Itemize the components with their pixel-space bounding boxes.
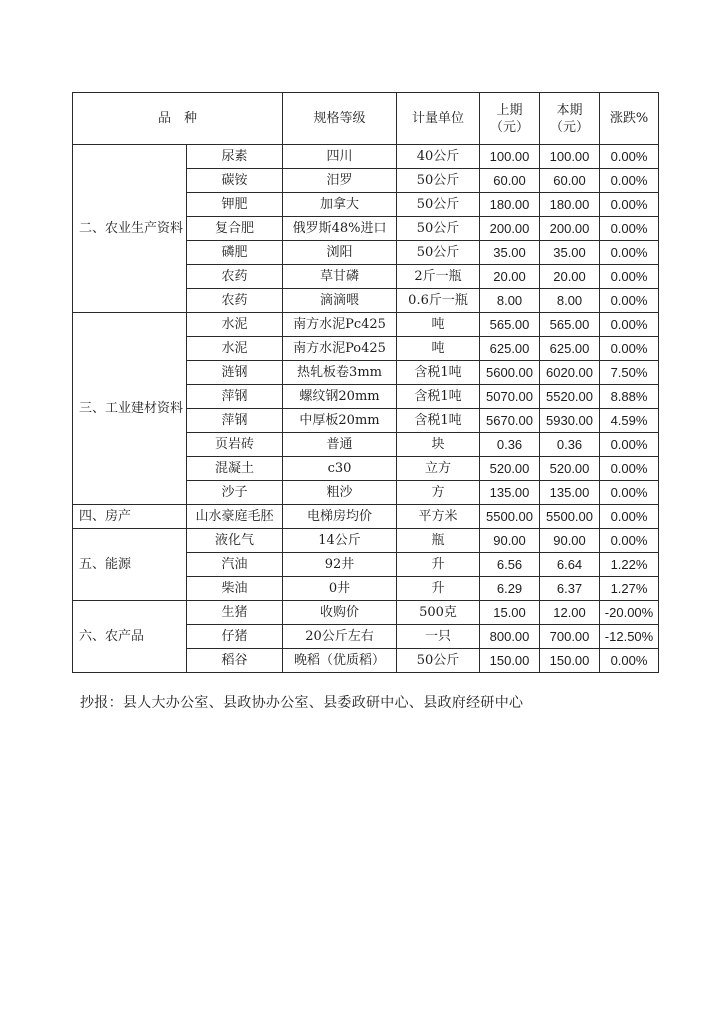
spec-cell: 浏阳 bbox=[283, 241, 397, 265]
curr-price-cell: 565.00 bbox=[540, 313, 600, 337]
unit-cell: 2斤一瓶 bbox=[397, 265, 480, 289]
spec-cell: 四川 bbox=[283, 145, 397, 169]
change-cell: 0.00% bbox=[600, 265, 659, 289]
spec-cell: 南方水泥Pc425 bbox=[283, 313, 397, 337]
unit-cell: 50公斤 bbox=[397, 193, 480, 217]
prev-price-cell: 625.00 bbox=[480, 337, 540, 361]
change-cell: 0.00% bbox=[600, 505, 659, 529]
unit-cell: 50公斤 bbox=[397, 217, 480, 241]
table-row bbox=[73, 145, 659, 169]
spec-cell: 20公斤左右 bbox=[283, 625, 397, 649]
header-spec: 规格等级 bbox=[283, 93, 397, 145]
curr-price-cell: 200.00 bbox=[540, 217, 600, 241]
spec-cell: 滴滴喂 bbox=[283, 289, 397, 313]
prev-price-cell: 100.00 bbox=[480, 145, 540, 169]
item-cell: 页岩砖 bbox=[187, 433, 283, 457]
curr-price-cell: 35.00 bbox=[540, 241, 600, 265]
prev-price-cell: 6.56 bbox=[480, 553, 540, 577]
spec-cell: 92井 bbox=[283, 553, 397, 577]
item-cell: 农药 bbox=[187, 265, 283, 289]
item-cell: 水泥 bbox=[187, 337, 283, 361]
item-cell: 农药 bbox=[187, 289, 283, 313]
unit-cell: 50公斤 bbox=[397, 649, 480, 673]
change-cell: 0.00% bbox=[600, 145, 659, 169]
spec-cell: 汨罗 bbox=[283, 169, 397, 193]
unit-cell: 0.6斤一瓶 bbox=[397, 289, 480, 313]
header-change: 涨跌% bbox=[600, 93, 659, 145]
prev-price-cell: 5670.00 bbox=[480, 409, 540, 433]
change-cell: 1.27% bbox=[600, 577, 659, 601]
unit-cell: 40公斤 bbox=[397, 145, 480, 169]
change-cell: 0.00% bbox=[600, 529, 659, 553]
unit-cell: 吨 bbox=[397, 337, 480, 361]
unit-cell: 含税1吨 bbox=[397, 409, 480, 433]
unit-cell: 50公斤 bbox=[397, 241, 480, 265]
unit-cell: 立方 bbox=[397, 457, 480, 481]
category-cell: 四、房产 bbox=[73, 505, 187, 529]
unit-cell: 一只 bbox=[397, 625, 480, 649]
item-cell: 稻谷 bbox=[187, 649, 283, 673]
header-curr-line1: 本期 bbox=[556, 102, 583, 118]
change-cell: 4.59% bbox=[600, 409, 659, 433]
prev-price-cell: 8.00 bbox=[480, 289, 540, 313]
spec-cell: 加拿大 bbox=[283, 193, 397, 217]
curr-price-cell: 90.00 bbox=[540, 529, 600, 553]
unit-cell: 平方米 bbox=[397, 505, 480, 529]
prev-price-cell: 6.29 bbox=[480, 577, 540, 601]
change-cell: -12.50% bbox=[600, 625, 659, 649]
header-row bbox=[73, 93, 659, 145]
item-cell: 钾肥 bbox=[187, 193, 283, 217]
curr-price-cell: 135.00 bbox=[540, 481, 600, 505]
curr-price-cell: 6.64 bbox=[540, 553, 600, 577]
item-cell: 水泥 bbox=[187, 313, 283, 337]
unit-cell: 500克 bbox=[397, 601, 480, 625]
category-cell: 六、农产品 bbox=[73, 601, 187, 673]
prev-price-cell: 135.00 bbox=[480, 481, 540, 505]
header-prev-price bbox=[480, 93, 540, 145]
item-cell: 涟钢 bbox=[187, 361, 283, 385]
prev-price-cell: 5600.00 bbox=[480, 361, 540, 385]
item-cell: 尿素 bbox=[187, 145, 283, 169]
header-prev-line2: （元） bbox=[490, 119, 530, 135]
curr-price-cell: 12.00 bbox=[540, 601, 600, 625]
change-cell: 0.00% bbox=[600, 169, 659, 193]
prev-price-cell: 800.00 bbox=[480, 625, 540, 649]
spec-cell: 草甘磷 bbox=[283, 265, 397, 289]
change-cell: 0.00% bbox=[600, 649, 659, 673]
item-cell: 萍钢 bbox=[187, 385, 283, 409]
item-cell: 萍钢 bbox=[187, 409, 283, 433]
header-variety: 品 种 bbox=[73, 93, 283, 145]
curr-price-cell: 100.00 bbox=[540, 145, 600, 169]
curr-price-cell: 625.00 bbox=[540, 337, 600, 361]
spec-cell: 螺纹钢20mm bbox=[283, 385, 397, 409]
prev-price-cell: 520.00 bbox=[480, 457, 540, 481]
curr-price-cell: 700.00 bbox=[540, 625, 600, 649]
spec-cell: 14公斤 bbox=[283, 529, 397, 553]
spec-cell: 南方水泥Po425 bbox=[283, 337, 397, 361]
prev-price-cell: 5070.00 bbox=[480, 385, 540, 409]
unit-cell: 块 bbox=[397, 433, 480, 457]
curr-price-cell: 6.37 bbox=[540, 577, 600, 601]
change-cell: 7.50% bbox=[600, 361, 659, 385]
curr-price-cell: 5930.00 bbox=[540, 409, 600, 433]
item-cell: 仔猪 bbox=[187, 625, 283, 649]
curr-price-cell: 8.00 bbox=[540, 289, 600, 313]
curr-price-cell: 0.36 bbox=[540, 433, 600, 457]
header-unit: 计量单位 bbox=[397, 93, 480, 145]
curr-price-cell: 520.00 bbox=[540, 457, 600, 481]
change-cell: 0.00% bbox=[600, 289, 659, 313]
curr-price-cell: 6020.00 bbox=[540, 361, 600, 385]
prev-price-cell: 20.00 bbox=[480, 265, 540, 289]
item-cell: 液化气 bbox=[187, 529, 283, 553]
item-cell: 汽油 bbox=[187, 553, 283, 577]
unit-cell: 升 bbox=[397, 577, 480, 601]
curr-price-cell: 150.00 bbox=[540, 649, 600, 673]
curr-price-cell: 5520.00 bbox=[540, 385, 600, 409]
item-cell: 沙子 bbox=[187, 481, 283, 505]
spec-cell: 收购价 bbox=[283, 601, 397, 625]
change-cell: 0.00% bbox=[600, 433, 659, 457]
table-row bbox=[73, 313, 659, 337]
spec-cell: c30 bbox=[283, 457, 397, 481]
spec-cell: 俄罗斯48%进口 bbox=[283, 217, 397, 241]
spec-cell: 晚稻（优质稻） bbox=[283, 649, 397, 673]
item-cell: 山水豪庭毛胚 bbox=[187, 505, 283, 529]
prev-price-cell: 35.00 bbox=[480, 241, 540, 265]
unit-cell: 升 bbox=[397, 553, 480, 577]
spec-cell: 粗沙 bbox=[283, 481, 397, 505]
table-row bbox=[73, 601, 659, 625]
change-cell: -20.00% bbox=[600, 601, 659, 625]
prev-price-cell: 200.00 bbox=[480, 217, 540, 241]
prev-price-cell: 5500.00 bbox=[480, 505, 540, 529]
item-cell: 复合肥 bbox=[187, 217, 283, 241]
change-cell: 1.22% bbox=[600, 553, 659, 577]
prev-price-cell: 60.00 bbox=[480, 169, 540, 193]
prev-price-cell: 90.00 bbox=[480, 529, 540, 553]
change-cell: 0.00% bbox=[600, 217, 659, 241]
prev-price-cell: 565.00 bbox=[480, 313, 540, 337]
item-cell: 磷肥 bbox=[187, 241, 283, 265]
header-prev-line1: 上期 bbox=[496, 102, 523, 118]
change-cell: 0.00% bbox=[600, 481, 659, 505]
table-row bbox=[73, 505, 659, 529]
curr-price-cell: 20.00 bbox=[540, 265, 600, 289]
item-cell: 柴油 bbox=[187, 577, 283, 601]
price-table bbox=[72, 92, 659, 673]
header-curr-line2: （元） bbox=[550, 119, 590, 135]
unit-cell: 瓶 bbox=[397, 529, 480, 553]
item-cell: 碳铵 bbox=[187, 169, 283, 193]
spec-cell: 热轧板卷3mm bbox=[283, 361, 397, 385]
spec-cell: 电梯房均价 bbox=[283, 505, 397, 529]
prev-price-cell: 180.00 bbox=[480, 193, 540, 217]
cc-recipients: 抄报：县人大办公室、县政协办公室、县委政研中心、县政府经研中心 bbox=[80, 695, 524, 711]
spec-cell: 普通 bbox=[283, 433, 397, 457]
category-cell: 五、能源 bbox=[73, 529, 187, 601]
change-cell: 0.00% bbox=[600, 457, 659, 481]
prev-price-cell: 150.00 bbox=[480, 649, 540, 673]
table-body bbox=[73, 145, 659, 673]
change-cell: 0.00% bbox=[600, 241, 659, 265]
prev-price-cell: 15.00 bbox=[480, 601, 540, 625]
spec-cell: 中厚板20mm bbox=[283, 409, 397, 433]
curr-price-cell: 60.00 bbox=[540, 169, 600, 193]
prev-price-cell: 0.36 bbox=[480, 433, 540, 457]
unit-cell: 含税1吨 bbox=[397, 385, 480, 409]
change-cell: 0.00% bbox=[600, 313, 659, 337]
item-cell: 混凝土 bbox=[187, 457, 283, 481]
item-cell: 生猪 bbox=[187, 601, 283, 625]
change-cell: 0.00% bbox=[600, 337, 659, 361]
category-cell: 三、工业建材资料 bbox=[73, 313, 187, 505]
category-cell: 二、农业生产资料 bbox=[73, 145, 187, 313]
change-cell: 0.00% bbox=[600, 193, 659, 217]
curr-price-cell: 180.00 bbox=[540, 193, 600, 217]
change-cell: 8.88% bbox=[600, 385, 659, 409]
spec-cell: 0井 bbox=[283, 577, 397, 601]
unit-cell: 吨 bbox=[397, 313, 480, 337]
unit-cell: 含税1吨 bbox=[397, 361, 480, 385]
unit-cell: 方 bbox=[397, 481, 480, 505]
unit-cell: 50公斤 bbox=[397, 169, 480, 193]
table-row bbox=[73, 529, 659, 553]
curr-price-cell: 5500.00 bbox=[540, 505, 600, 529]
header-curr-price bbox=[540, 93, 600, 145]
